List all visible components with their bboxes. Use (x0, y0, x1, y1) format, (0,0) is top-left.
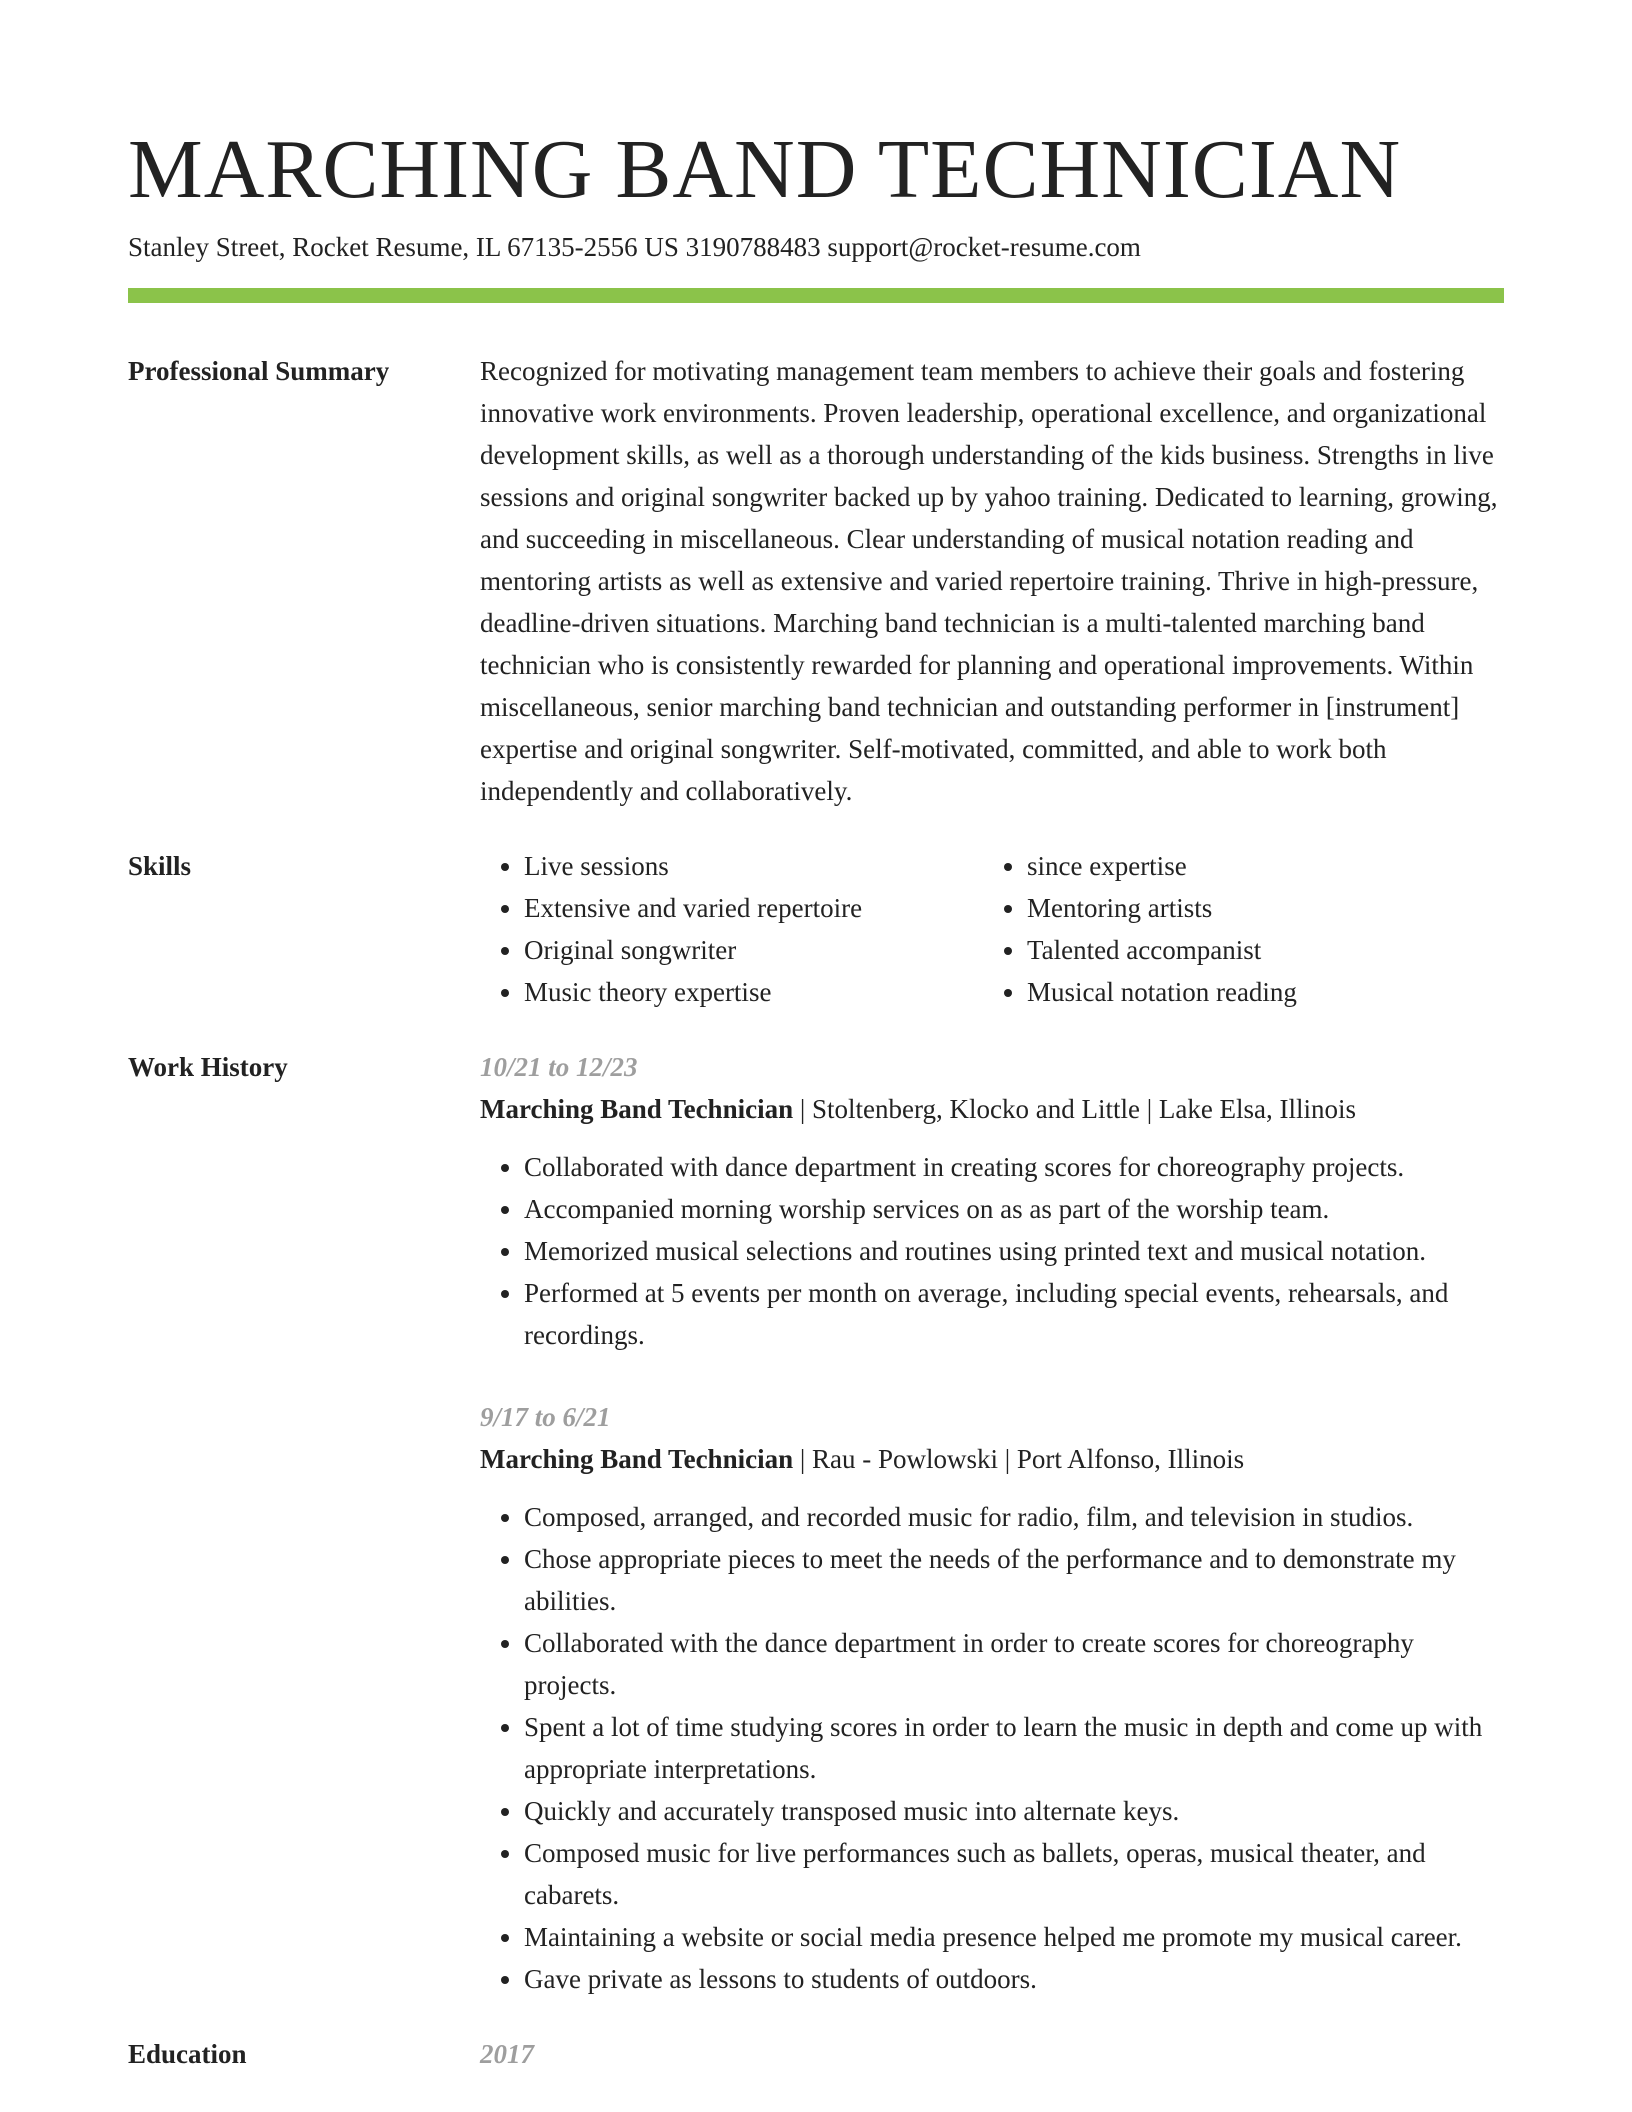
skills-column-right (983, 845, 1486, 1013)
education-section (128, 2033, 1504, 2075)
skill-item: • Mentoring artists (1027, 887, 1486, 929)
job-bullet: • Collaborated with the dance department in order to create scores for choreography projects. (524, 1622, 1504, 1706)
job-bullet: • Quickly and accurately transposed music into alternate keys. (524, 1790, 1504, 1832)
job-bullet: • Chose appropriate pieces to meet the needs of the performance and to demonstrate my abilities. (524, 1538, 1504, 1622)
summary-heading: Professional Summary (128, 356, 390, 386)
skill-item: • Talented accompanist (1027, 929, 1486, 971)
skill-item: • since expertise (1027, 845, 1486, 887)
summary-section (128, 350, 1504, 812)
job-bullet: • Collaborated with dance department in creating scores for choreography projects. (524, 1146, 1504, 1188)
skill-item: • Music theory expertise (524, 971, 983, 1013)
job-employer-location: | Stoltenberg, Klocko and Little | Lake Elsa, Illinois (793, 1094, 1357, 1124)
job-dates: 10/21 to 12/23 (480, 1052, 638, 1082)
job-entry (480, 1046, 1504, 1356)
education-heading: Education (128, 2039, 247, 2069)
skills-heading: Skills (128, 851, 192, 881)
job-bullet: • Gave private as lessons to students of outdoors. (524, 1958, 1504, 2000)
job-heading (480, 1438, 1504, 1480)
job-dates: 9/17 to 6/21 (480, 1402, 611, 1432)
job-title: Marching Band Technician (480, 1444, 794, 1474)
job-entry (480, 1396, 1504, 2000)
job-bullets (480, 1146, 1504, 1356)
skills-column-left (480, 845, 983, 1013)
accent-divider (128, 288, 1504, 303)
education-year: 2017 (480, 2039, 534, 2069)
resume-page (128, 120, 1504, 2075)
skill-item: • Extensive and varied repertoire (524, 887, 983, 929)
job-bullet: • Composed, arranged, and recorded music for radio, film, and television in studios. (524, 1496, 1504, 1538)
skill-item: • Original songwriter (524, 929, 983, 971)
job-bullets (480, 1496, 1504, 2000)
job-employer-location: | Rau - Powlowski | Port Alfonso, Illinois (793, 1444, 1245, 1474)
work-history-list (480, 1046, 1504, 2000)
job-title: Marching Band Technician (480, 1094, 794, 1124)
job-bullet: • Performed at 5 events per month on average, including special events, rehearsals, and recordings. (524, 1272, 1504, 1356)
resume-name: MARCHING BAND TECHNICIAN (128, 123, 1402, 216)
job-bullet: • Memorized musical selections and routines using printed text and musical notation. (524, 1230, 1504, 1272)
job-bullet: • Maintaining a website or social media presence helped me promote my musical career. (524, 1916, 1504, 1958)
skill-item: • Live sessions (524, 845, 983, 887)
job-bullet: • Spent a lot of time studying scores in order to learn the music in depth and come up with appropriate interpretations. (524, 1706, 1504, 1790)
work-history-heading: Work History (128, 1052, 288, 1082)
summary-text: Recognized for motivating management team members to achieve their goals and fostering innovative work environments. Proven leadership, operational excellence, and organizational development skills, as well as a thorough understanding of the kids business. Strengths in live sessions and original songwriter backed up by yahoo training. Dedicated to learning, growing, and succeeding in miscellaneous. Clear understanding of musical notation reading and mentoring artists as well as extensive and varied repertoire training. Thrive in high-pressure, deadline-driven situations. Marching band technician is a multi-talented marching band technician who is consistently rewarded for planning and operational improvements. Within miscellaneous, senior marching band technician and outstanding performer in [instrument] expertise and original songwriter. Self-motivated, committed, and able to work both independently and collaboratively. (480, 356, 1498, 806)
job-bullet: • Accompanied morning worship services on as as part of the worship team. (524, 1188, 1504, 1230)
skill-item: • Musical notation reading (1027, 971, 1486, 1013)
skills-list (480, 845, 1504, 1013)
contact-info: Stanley Street, Rocket Resume, IL 67135-2556 US 3190788483 support@rocket-resume.com (128, 232, 1141, 262)
skills-section (128, 845, 1504, 1013)
work-history-section (128, 1046, 1504, 2000)
education-body (480, 2033, 1504, 2075)
job-bullet: • Composed music for live performances such as ballets, operas, musical theater, and cabarets. (524, 1832, 1504, 1916)
job-heading (480, 1088, 1504, 1130)
